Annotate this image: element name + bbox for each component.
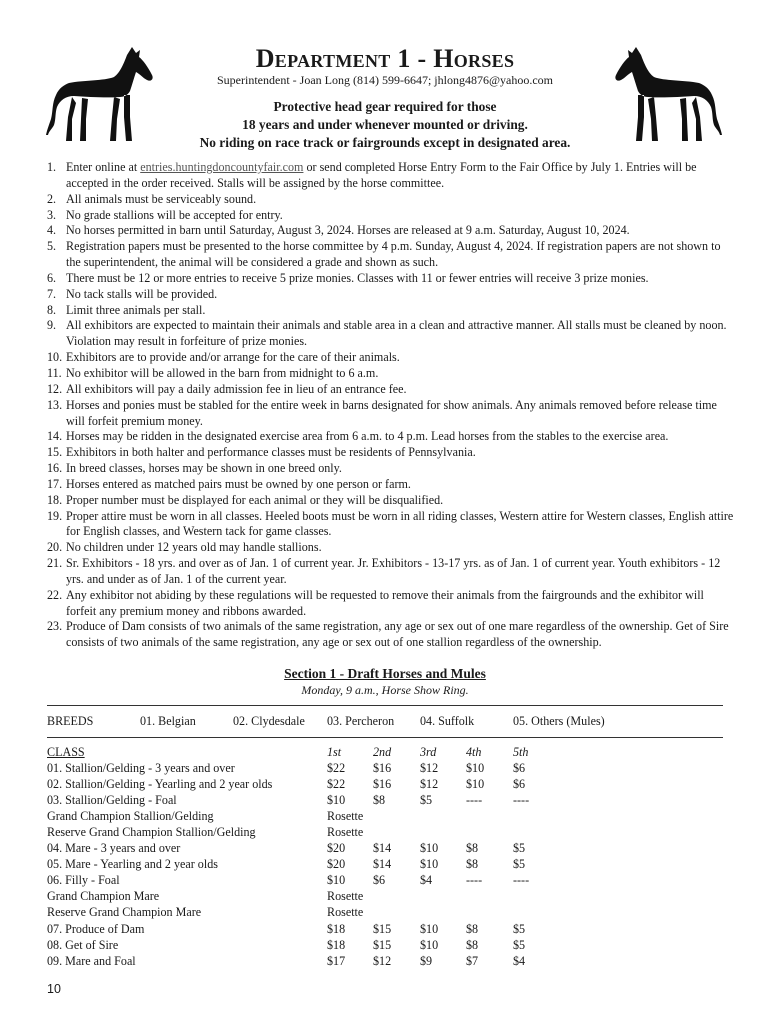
section-subtitle: Monday, 9 a.m., Horse Show Ring. — [301, 683, 469, 697]
prize-cell: Rosette — [327, 809, 364, 824]
rule-number: 5. — [47, 239, 57, 254]
rule-number: 10. — [47, 350, 63, 365]
prize-cell: Rosette — [327, 889, 364, 904]
table-row — [0, 809, 770, 825]
rule-text: No tack stalls will be provided. — [66, 286, 218, 301]
rule-text: Horses and ponies must be stabled for the entire week in barns designated for show animals. Any animals removed before release time will forfeit premium money. — [66, 397, 717, 428]
place-header: 1st — [327, 745, 342, 759]
prize-cell: $16 — [373, 761, 392, 776]
rule-number: 7. — [47, 286, 57, 301]
class-name: 09. Mare and Foal — [47, 953, 136, 968]
rule-item — [47, 509, 737, 541]
table-row — [0, 857, 770, 873]
rule-item — [47, 556, 737, 588]
prize-cell: $14 — [373, 841, 392, 856]
rule-number: 9. — [47, 318, 57, 333]
prize-cell: $5 — [513, 841, 526, 856]
rule-number: 13. — [47, 397, 63, 412]
rule-text: All exhibitors will pay a daily admission fee in lieu of an entrance fee. — [66, 381, 407, 396]
rules-list — [47, 160, 737, 651]
rule-text: Horses may be ridden in the designated exercise area from 6 a.m. to 4 p.m. Lead horses from the stables to the exercise area. — [66, 429, 669, 444]
rule-item — [47, 287, 737, 303]
rule-item — [47, 318, 737, 350]
rule-text: Enter online at — [66, 160, 141, 174]
rule-text: All animals must be serviceably sound. — [66, 191, 257, 206]
rule-item — [47, 239, 737, 271]
rule-item — [47, 382, 737, 398]
rule-number: 3. — [47, 207, 57, 222]
rule-text: Proper number must be displayed for each animal or they will be disqualified. — [66, 492, 444, 507]
table-row — [0, 873, 770, 889]
class-name: 01. Stallion/Gelding - 3 years and over — [47, 761, 235, 776]
table-row — [0, 889, 770, 905]
prize-cell: $10 — [466, 761, 485, 776]
rule-item — [47, 588, 737, 620]
rule-number: 17. — [47, 476, 63, 491]
rule-number: 6. — [47, 270, 57, 285]
breeds-label: BREEDS — [47, 714, 94, 728]
rule-text: or send completed Horse Entry Form to the Fair Office by July 1. Entries will be accepted in the order received. Stalls will be assigned by the horse committee. — [66, 160, 697, 190]
prize-cell: $10 — [420, 841, 439, 856]
table-row — [0, 954, 770, 970]
rule-text: Exhibitors in both halter and performance classes must be residents of Pennsylvania. — [66, 445, 476, 460]
rule-number: 1. — [47, 160, 57, 174]
prize-cell: Rosette — [327, 905, 364, 920]
rule-item — [47, 208, 737, 224]
class-name: Grand Champion Mare — [47, 889, 160, 904]
rule-number: 8. — [47, 302, 57, 317]
class-name: 02. Stallion/Gelding - Yearling and 2 year olds — [47, 777, 273, 792]
rule-text: No horses permitted in barn until Saturday, August 3, 2024. Horses are released at 9 a.m. Saturday, August 10, 2024. — [66, 223, 630, 238]
prize-cell: ---- — [466, 873, 483, 888]
rule-item — [47, 223, 737, 239]
prize-cell: ---- — [513, 793, 530, 808]
prize-cell: $8 — [466, 841, 479, 856]
prize-cell: $5 — [513, 937, 526, 952]
rule-item — [47, 350, 737, 366]
rule-number: 2. — [47, 191, 57, 206]
safety-notice-line: Protective head gear required for those — [273, 99, 497, 114]
table-row — [0, 777, 770, 793]
prize-cell: $16 — [373, 777, 392, 792]
rule-text: Proper attire must be worn in all classes. Heeled boots must be worn in all riding classes, Western attire for Western classes, English attire for English classes, and Western tack for game classes. — [66, 508, 734, 539]
rule-text: Sr. Exhibitors - 18 yrs. and over as of Jan. 1 of current year. Jr. Exhibitors - 13-17 yrs. as of Jan. 1 of current year. Youth exhibitors - 12 yrs. and under as of Jan. 1 of the current year. — [66, 556, 721, 586]
place-header: 2nd — [373, 745, 392, 759]
rule-text: No exhibitor will be allowed in the barn from midnight to 6 a.m. — [66, 365, 379, 380]
prize-cell: $15 — [373, 921, 392, 936]
entries-link[interactable]: entries.huntingdoncountyfair.com — [140, 160, 304, 174]
rule-item — [47, 160, 737, 192]
section-title: Section 1 - Draft Horses and Mules — [284, 666, 486, 681]
prize-cell: $8 — [466, 937, 479, 952]
prize-cell: $20 — [327, 841, 346, 856]
breed-item: 04. Suffolk — [420, 714, 475, 728]
rule-item — [47, 461, 737, 477]
class-name: Reserve Grand Champion Stallion/Gelding — [47, 825, 256, 840]
rule-number: 14. — [47, 429, 63, 444]
breeds-row — [0, 714, 770, 730]
prize-cell: $15 — [373, 937, 392, 952]
class-name: 04. Mare - 3 years and over — [47, 841, 181, 856]
rule-number: 23. — [47, 619, 63, 634]
rule-text: Limit three animals per stall. — [66, 302, 206, 317]
prize-cell: $12 — [420, 761, 439, 776]
prize-cell: $14 — [373, 857, 392, 872]
safety-notice-line: No riding on race track or fairgrounds except in designated area. — [199, 135, 571, 150]
table-row — [0, 825, 770, 841]
prize-cell: $12 — [420, 777, 439, 792]
rule-number: 19. — [47, 508, 63, 523]
prize-cell: ---- — [466, 793, 483, 808]
prize-cell: $9 — [420, 953, 433, 968]
prize-cell: $17 — [327, 953, 346, 968]
rule-text: Any exhibitor not abiding by these regulations will be requested to remove their animals from the fairgrounds and the exhibitor will forfeit any premium money and ribbons awarded. — [66, 587, 704, 618]
prize-cell: $5 — [420, 793, 433, 808]
prize-cell: $5 — [513, 921, 526, 936]
rule-number: 15. — [47, 445, 63, 460]
class-name: Grand Champion Stallion/Gelding — [47, 809, 214, 824]
table-row — [0, 938, 770, 954]
prize-cell: $10 — [420, 937, 439, 952]
prize-cell: $5 — [513, 857, 526, 872]
class-name: 08. Get of Sire — [47, 937, 119, 952]
place-header: 4th — [466, 745, 482, 759]
class-name: Reserve Grand Champion Mare — [47, 905, 202, 920]
page-title: Department 1 - Horses — [255, 44, 515, 73]
prize-cell: $6 — [513, 761, 526, 776]
rule-item — [47, 445, 737, 461]
prize-cell: $10 — [327, 793, 346, 808]
class-table — [0, 745, 770, 970]
rule-number: 18. — [47, 492, 63, 507]
prize-cell: $4 — [513, 953, 526, 968]
rule-number: 12. — [47, 381, 63, 396]
table-row — [0, 905, 770, 921]
divider — [47, 705, 723, 706]
rule-item — [47, 271, 737, 287]
prize-cell: $18 — [327, 921, 346, 936]
rule-text: Horses entered as matched pairs must be owned by one person or farm. — [66, 476, 411, 491]
rule-text: There must be 12 or more entries to receive 5 prize monies. Classes with 11 or fewer entries will receive 3 prize monies. — [66, 270, 649, 285]
class-name: 03. Stallion/Gelding - Foal — [47, 793, 177, 808]
divider — [47, 737, 723, 738]
safety-notice — [0, 98, 770, 152]
rule-number: 4. — [47, 223, 57, 238]
place-header: 5th — [513, 745, 529, 759]
rule-item — [47, 493, 737, 509]
breed-item: 03. Percheron — [327, 714, 395, 728]
table-row — [0, 922, 770, 938]
rule-number: 21. — [47, 556, 63, 571]
table-row — [0, 841, 770, 857]
page-number: 10 — [47, 982, 61, 996]
table-header-row — [0, 745, 770, 761]
prize-cell: $22 — [327, 777, 346, 792]
rule-number: 20. — [47, 540, 63, 555]
rule-item — [47, 540, 737, 556]
rule-item — [47, 477, 737, 493]
breed-item: 01. Belgian — [140, 714, 196, 728]
rule-text: Produce of Dam consists of two animals of the same registration, any age or sex out of one mare regardless of the ownership. Get of Sire consists of two animals of the same registration, any age or sex out of one stallion regardless of the ownership. — [66, 619, 729, 650]
prize-cell: $18 — [327, 937, 346, 952]
prize-cell: $8 — [373, 793, 386, 808]
prize-cell: ---- — [513, 873, 530, 888]
rule-text: In breed classes, horses may be shown in one breed only. — [66, 461, 342, 476]
prize-cell: Rosette — [327, 825, 364, 840]
rule-item — [47, 192, 737, 208]
rule-text: No children under 12 years old may handle stallions. — [66, 540, 322, 555]
rule-item — [47, 398, 737, 430]
superintendent-contact: Superintendent - Joan Long (814) 599-6647; jhlong4876@yahoo.com — [217, 73, 553, 87]
prize-cell: $10 — [327, 873, 346, 888]
rule-text: Exhibitors are to provide and/or arrange for the care of their animals. — [66, 350, 400, 365]
breed-item: 02. Clydesdale — [233, 714, 305, 728]
place-header: 3rd — [420, 745, 437, 759]
rule-number: 16. — [47, 461, 63, 476]
rule-item — [47, 303, 737, 319]
class-header: CLASS — [47, 745, 85, 759]
class-name: 07. Produce of Dam — [47, 921, 145, 936]
prize-cell: $6 — [513, 777, 526, 792]
rule-number: 11. — [47, 365, 62, 380]
prize-cell: $6 — [373, 873, 386, 888]
table-row — [0, 793, 770, 809]
prize-cell: $8 — [466, 857, 479, 872]
prize-cell: $7 — [466, 953, 479, 968]
class-name: 05. Mare - Yearling and 2 year olds — [47, 857, 218, 872]
table-row — [0, 761, 770, 777]
rule-item — [47, 619, 737, 651]
safety-notice-line: 18 years and under whenever mounted or driving. — [242, 117, 528, 132]
rule-number: 22. — [47, 587, 63, 602]
prize-cell: $10 — [420, 857, 439, 872]
rule-item — [47, 429, 737, 445]
prize-cell: $8 — [466, 921, 479, 936]
prize-cell: $10 — [420, 921, 439, 936]
prize-cell: $4 — [420, 873, 433, 888]
prize-cell: $20 — [327, 857, 346, 872]
rule-text: No grade stallions will be accepted for entry. — [66, 207, 283, 222]
prize-cell: $12 — [373, 953, 392, 968]
rule-text: All exhibitors are expected to maintain their animals and stable area in a clean and attractive manner. All stalls must be cleaned by noon. Violation may result in forfeiture of prize monies. — [66, 318, 727, 349]
prize-cell: $22 — [327, 761, 346, 776]
class-name: 06. Filly - Foal — [47, 873, 120, 888]
breed-item: 05. Others (Mules) — [513, 714, 605, 728]
prize-cell: $10 — [466, 777, 485, 792]
rule-item — [47, 366, 737, 382]
rule-text: Registration papers must be presented to the horse committee by 4 p.m. Sunday, August 4, 2024. If registration papers are not shown to the superintendent, the animal will be considered a grade and shown as such. — [66, 239, 721, 270]
